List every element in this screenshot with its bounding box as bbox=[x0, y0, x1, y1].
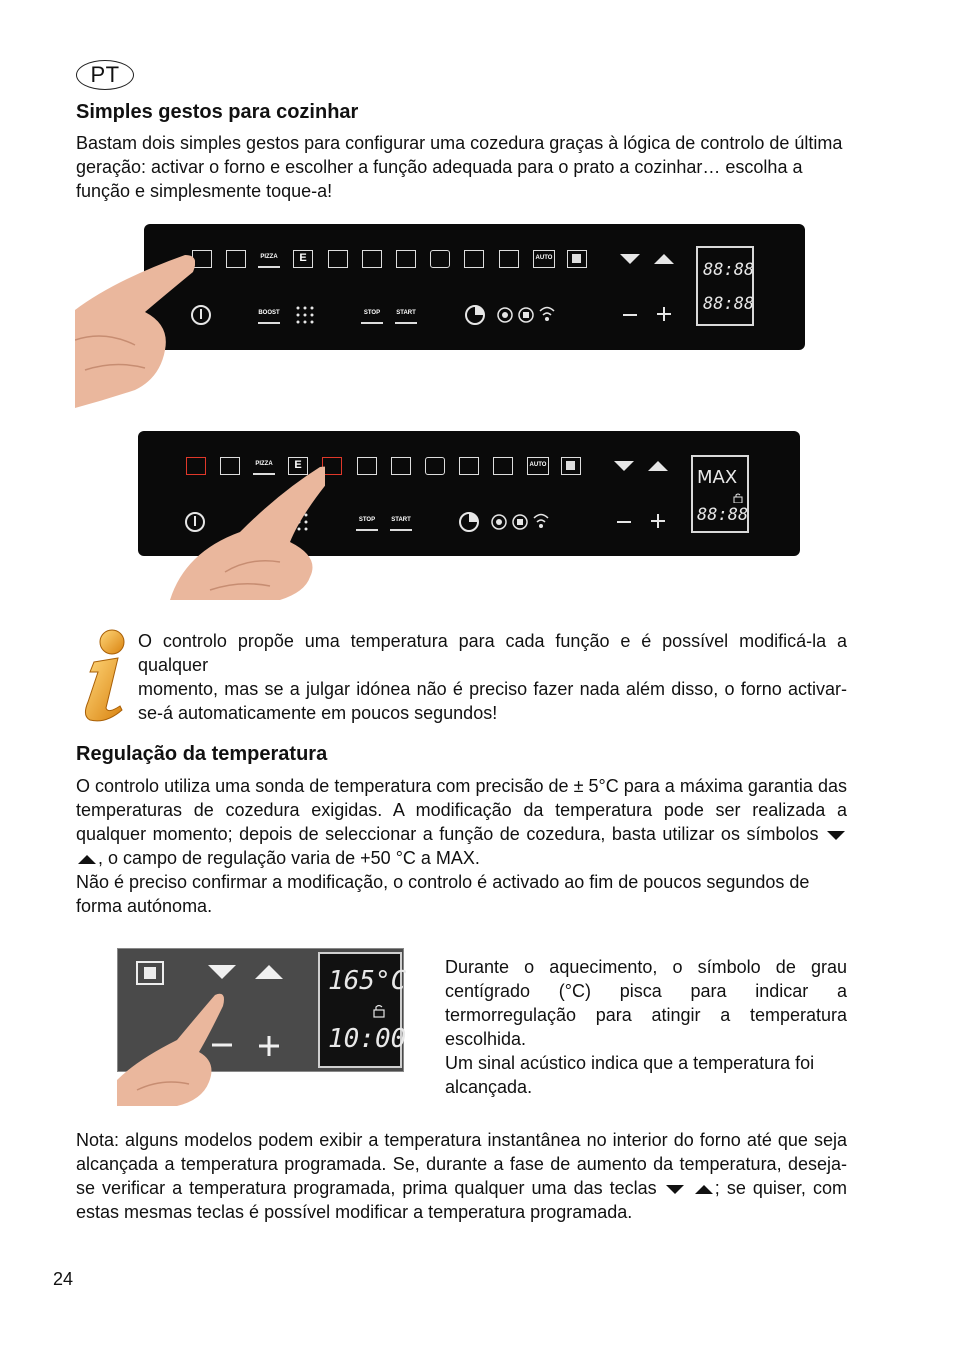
start-button[interactable]: START bbox=[395, 306, 417, 324]
eco-button[interactable]: E bbox=[288, 457, 308, 475]
arrow-down-icon bbox=[825, 829, 847, 841]
display-time-readout: 10:00 bbox=[328, 1024, 407, 1054]
info-text-line-1: O controlo propõe uma temperatura para cada função e é possível modificá-la a qualquer bbox=[138, 631, 847, 675]
plus-icon[interactable] bbox=[256, 1033, 282, 1059]
fan-grill-icon[interactable] bbox=[362, 250, 382, 268]
page-number: 24 bbox=[53, 1269, 74, 1289]
arrow-up-icon bbox=[76, 853, 98, 865]
fan-grill-icon[interactable] bbox=[357, 457, 377, 475]
keypad-lock-icon[interactable] bbox=[294, 304, 316, 326]
side-text-p1: Durante o aquecimento, o símbolo de grau centígrado (°C) pisca para indicar a termorregulação para atingir a temperatura escolhida. bbox=[445, 957, 847, 1049]
arrow-up-icon[interactable] bbox=[253, 963, 285, 981]
plus-icon[interactable] bbox=[648, 511, 668, 531]
fan-ring-icon[interactable] bbox=[459, 457, 479, 475]
top-heat-icon-active[interactable] bbox=[322, 457, 342, 475]
stop-button[interactable]: STOP bbox=[356, 513, 378, 531]
section-title-temperature: Regulação da temperatura bbox=[76, 743, 328, 765]
temperature-text-b: , o campo de regulação varia de +50 °C a MAX. bbox=[98, 848, 480, 868]
stop-square-icon[interactable] bbox=[561, 457, 581, 475]
section-title-simple-gestures: Simples gestos para cozinhar bbox=[76, 101, 359, 123]
convection-icon[interactable] bbox=[430, 250, 450, 268]
record-icon[interactable] bbox=[517, 306, 535, 324]
probe-icon[interactable] bbox=[496, 306, 514, 324]
start-button[interactable]: START bbox=[390, 513, 412, 531]
side-text bbox=[445, 955, 847, 1099]
note-text bbox=[76, 1128, 847, 1224]
pizza-button[interactable]: PIZZA bbox=[253, 457, 275, 475]
display-bottom-readout: 88:88 bbox=[703, 294, 755, 314]
probe-icon[interactable] bbox=[490, 513, 508, 531]
record-icon[interactable] bbox=[511, 513, 529, 531]
display-bottom-readout: 88:88 bbox=[697, 505, 749, 525]
temperature-text-c: Não é preciso confirmar a modificação, o controlo é activado ao fim de poucos segundos de forma autónoma. bbox=[76, 872, 810, 916]
static-oven-icon[interactable] bbox=[226, 250, 246, 268]
fan-ring-icon[interactable] bbox=[464, 250, 484, 268]
minus-icon[interactable] bbox=[614, 513, 634, 531]
info-text-line-2: momento, mas se a julgar idónea não é preciso fazer nada além disso, o forno activar-se-á automaticamente em poucos segundos! bbox=[138, 679, 847, 723]
hand-pointer-image-3 bbox=[117, 990, 227, 1106]
hand-pointer-image-2 bbox=[170, 462, 325, 600]
plus-icon[interactable] bbox=[654, 304, 674, 324]
timer-icon[interactable] bbox=[464, 304, 486, 326]
auto-button[interactable]: AUTO bbox=[527, 457, 549, 475]
display-top-readout: 88:88 bbox=[703, 260, 755, 280]
wifi-icon[interactable] bbox=[538, 304, 556, 324]
stop-button[interactable]: STOP bbox=[361, 306, 383, 324]
eco-button[interactable]: E bbox=[293, 250, 313, 268]
language-badge: PT bbox=[76, 60, 134, 90]
display-temperature-readout: 165°C bbox=[328, 966, 407, 996]
defrost-icon[interactable] bbox=[499, 250, 519, 268]
section-intro-text: Bastam dois simples gestos para configurar uma cozedura graças à lógica de controlo de última geração: activar o forno e escolher a função adequada para o prato a cozinhar… escolha a função e simplesmente toque-a! bbox=[76, 133, 843, 201]
temperature-text bbox=[76, 774, 847, 918]
temperature-text-a: O controlo utiliza uma sonda de temperatura com precisão de ± 5°C para a máxima garantia das temperaturas de cozedura exigidas. A modificação da temperatura pode ser realizada a qualquer momento; depois de seleccionar a função de cozedura, basta utilizar os símbolos bbox=[76, 776, 847, 844]
info-i-icon bbox=[76, 628, 130, 724]
note-text-a: Nota: alguns modelos podem exibir a temperatura instantânea no interior do forno até que seja alcançada a temperatura programada. Se, durante a fase de aumento da temperatura, deseja-se verificar a temperatura programada, prima qualquer uma das teclas bbox=[76, 1130, 847, 1198]
grill-light-icon[interactable] bbox=[192, 250, 212, 268]
arrow-up-icon[interactable] bbox=[646, 459, 670, 473]
auto-button[interactable]: AUTO bbox=[533, 250, 555, 268]
pizza-button[interactable]: PIZZA bbox=[258, 250, 280, 268]
fan-bottom-icon[interactable] bbox=[396, 250, 416, 268]
temperature-display bbox=[318, 952, 407, 1068]
wifi-icon[interactable] bbox=[532, 511, 550, 531]
lock-icon bbox=[372, 1004, 386, 1018]
temperature-display bbox=[691, 455, 749, 533]
control-panel-1 bbox=[144, 224, 805, 350]
minus-icon[interactable] bbox=[620, 306, 640, 324]
fan-bottom-icon[interactable] bbox=[391, 457, 411, 475]
boost-button[interactable]: BOOST bbox=[258, 306, 280, 324]
hand-pointer-image-1 bbox=[75, 250, 195, 408]
side-text-p2: Um sinal acústico indica que a temperatura foi alcançada. bbox=[445, 1053, 815, 1097]
time-display bbox=[696, 246, 754, 326]
timer-icon[interactable] bbox=[458, 511, 480, 533]
arrow-down-icon[interactable] bbox=[618, 252, 642, 266]
arrow-down-icon bbox=[664, 1183, 686, 1195]
top-heat-icon[interactable] bbox=[328, 250, 348, 268]
display-top-readout: MAX bbox=[697, 467, 738, 488]
arrow-down-icon[interactable] bbox=[206, 963, 238, 981]
arrow-up-icon bbox=[693, 1183, 715, 1195]
convection-icon[interactable] bbox=[425, 457, 445, 475]
info-text bbox=[138, 629, 847, 725]
lock-icon bbox=[733, 493, 743, 503]
arrow-down-icon[interactable] bbox=[612, 459, 636, 473]
stop-square-icon[interactable] bbox=[567, 250, 587, 268]
stop-square-icon[interactable] bbox=[136, 961, 164, 985]
defrost-icon[interactable] bbox=[493, 457, 513, 475]
arrow-up-icon[interactable] bbox=[652, 252, 676, 266]
note-text-b: ; se quiser, com estas mesmas teclas é possível modificar a temperatura programada. bbox=[76, 1178, 847, 1222]
